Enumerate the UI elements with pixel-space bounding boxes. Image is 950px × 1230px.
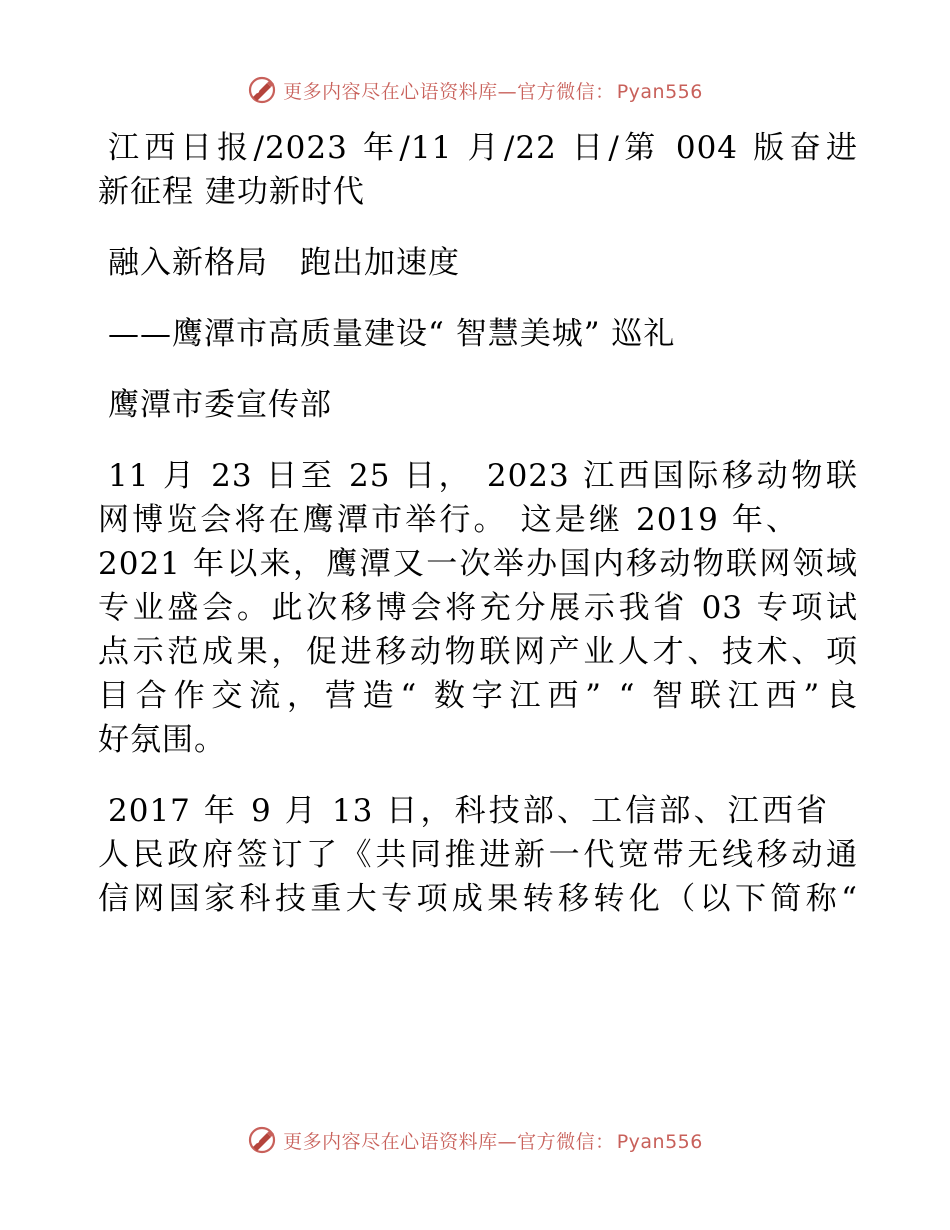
pen-logo-icon [247,1125,277,1155]
paragraph-line: 点示范成果，促进移动物联网产业人才、技术、项 [98,634,858,670]
headline: 融入新格局 跑出加速度 [108,245,460,281]
paragraph-line: 信网国家科技重大专项成果转移转化（以下简称“ [98,881,858,917]
watermark-text: 更多内容尽在心语资料库—官方微信： Pyan556 [283,1130,703,1153]
paragraph-line: 2017 年 9 月 13 日，科技部、工信部、江西省 [108,793,828,829]
paragraph-line: 网博览会将在鹰潭市举行。 这是继 2019 年、 [98,502,798,538]
paragraph-line: 2021 年以来，鹰潭又一次举办国内移动物联网领域 [98,546,858,582]
header-line: 新征程 建功新时代 [98,174,365,210]
watermark-banner-top [0,72,950,108]
paragraph-line: 专业盛会。此次移博会将充分展示我省 03 专项试 [98,590,858,626]
article-body [98,126,858,921]
byline: 鹰潭市委宣传部 [108,387,332,423]
pen-logo-icon [247,75,277,105]
subtitle: ——鹰潭市高质量建设“ 智慧美城” 巡礼 [108,316,676,352]
paragraph-line: 11 月 23 日至 25 日， 2023 江西国际移动物联 [108,458,858,494]
paragraph-line: 目合作交流，营造“ 数字江西” “ 智联江西”良 [98,678,858,714]
watermark-banner-bottom [0,1122,950,1158]
paragraph-2 [98,789,858,921]
watermark-text: 更多内容尽在心语资料库—官方微信： Pyan556 [283,80,703,103]
paragraph-1 [98,454,858,762]
paragraph-line: 好氛围。 [98,722,226,758]
paragraph-line: 人民政府签订了《共同推进新一代宽带无线移动通 [98,837,858,873]
header-line: 江西日报/2023 年/11 月/22 日/第 004 版奋进 [108,130,858,166]
